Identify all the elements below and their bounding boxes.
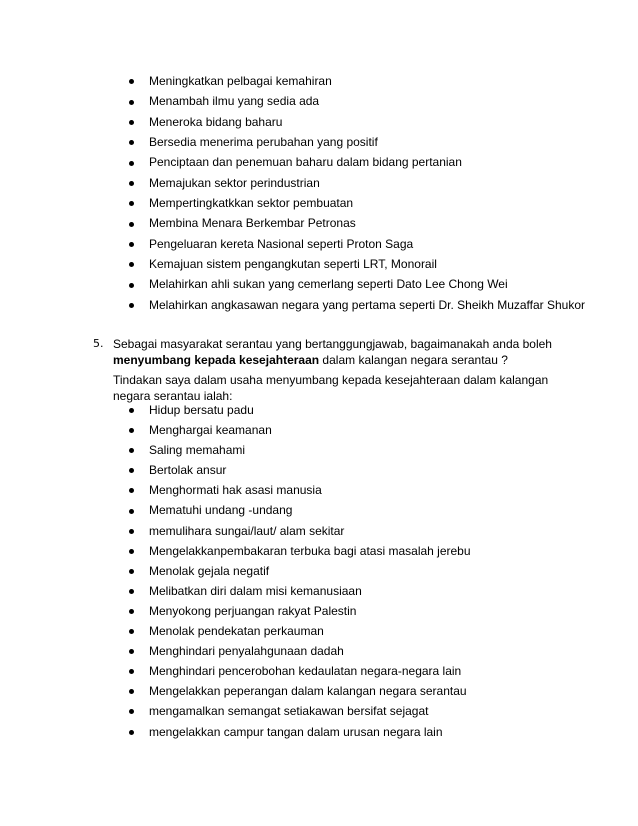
bullet-icon [129, 181, 134, 186]
list-item [0, 254, 638, 274]
answer-list-item [0, 521, 638, 541]
bullet-icon [129, 569, 134, 574]
list-item-text: Meneroka bidang baharu [149, 114, 283, 129]
bullet-icon [129, 100, 134, 105]
bullet-icon [129, 488, 134, 493]
answer-list-item [0, 460, 638, 480]
bullet-icon [129, 709, 134, 714]
list-item-text: Melahirkan ahli sukan yang cemerlang seperti Dato Lee Chong Wei [149, 277, 508, 292]
list-item [0, 173, 638, 193]
list-item [0, 152, 638, 172]
bullet-icon [129, 549, 134, 554]
list-item-text: mengamalkan semangat setiakawan bersifat sejagat [149, 704, 429, 719]
list-item-text: Mengelakkanpembakaran terbuka bagi atasi masalah jerebu [149, 543, 471, 558]
bullet-icon [129, 222, 134, 227]
question-text-bold: menyumbang kepada kesejahteraan [113, 353, 320, 367]
list-item-text: Menghargai keamanan [149, 423, 272, 438]
list-item-text: Mematuhi undang -undang [149, 503, 293, 518]
list-item-text: mengelakkan campur tangan dalam urusan negara lain [149, 724, 443, 739]
list-item [0, 274, 638, 294]
list-item-text: Memajukan sektor perindustrian [149, 175, 320, 190]
bullet-icon [129, 283, 134, 288]
top-bullet-list [0, 71, 638, 315]
bullet-icon [129, 730, 134, 735]
answer-list-item [0, 561, 638, 581]
list-item [0, 193, 638, 213]
bullet-icon [129, 408, 134, 413]
bullet-icon [129, 509, 134, 514]
answer-list-item [0, 480, 638, 500]
answer-bullet-list [0, 400, 638, 742]
bullet-icon [129, 609, 134, 614]
bullet-icon [129, 529, 134, 534]
bullet-icon [129, 140, 134, 145]
list-item [0, 71, 638, 91]
answer-list-item [0, 641, 638, 661]
answer-list-item [0, 541, 638, 561]
question-number: 5. [93, 337, 104, 350]
list-item-text: Saling memahami [149, 443, 246, 458]
list-item-text: Menyokong perjuangan rakyat Palestin [149, 603, 357, 618]
answer-list-item [0, 701, 638, 721]
list-item [0, 295, 638, 315]
list-item-text: Menambah ilmu yang sedia ada [149, 94, 320, 109]
question-text-start: Sebagai masyarakat serantau yang bertanggungjawab, bagaimanakah anda boleh [113, 337, 552, 351]
bullet-icon [129, 448, 134, 453]
list-item-text: Melahirkan angkasawan negara yang pertama seperti Dr. Sheikh Muzaffar Shukor [149, 297, 586, 312]
bullet-icon [129, 79, 134, 84]
list-item-text: Bertolak ansur [149, 463, 227, 478]
bullet-icon [129, 428, 134, 433]
answer-list-item [0, 440, 638, 460]
list-item [0, 91, 638, 111]
bullet-icon [129, 689, 134, 694]
answer-list-item [0, 601, 638, 621]
list-item [0, 132, 638, 152]
bullet-icon [129, 120, 134, 125]
list-item-text: Hidup bersatu padu [149, 403, 254, 417]
list-item-text: Menghindari pencerobohan kedaulatan negara-negara lain [149, 664, 462, 679]
list-item-text: Kemajuan sistem pengangkutan seperti LRT, Monorail [149, 257, 437, 272]
list-item-text: Penciptaan dan penemuan baharu dalam bidang pertanian [149, 155, 462, 170]
bullet-icon [129, 629, 134, 634]
answer-list-item [0, 420, 638, 440]
list-item-text: Menolak pendekatan perkauman [149, 624, 324, 639]
question-text-end: dalam kalangan negara serantau ? [319, 353, 508, 367]
list-item-text: Mengelakkan peperangan dalam kalangan negara serantau [149, 684, 467, 699]
answer-list-item [0, 722, 638, 742]
bullet-icon [129, 242, 134, 247]
list-item-text: Melibatkan diri dalam misi kemanusiaan [149, 583, 362, 598]
list-item-text: Menghormati hak asasi manusia [149, 483, 322, 498]
bullet-icon [129, 468, 134, 473]
bullet-icon [129, 201, 134, 206]
bullet-icon [129, 649, 134, 654]
bullet-icon [129, 303, 134, 308]
list-item [0, 213, 638, 233]
list-item-text: Bersedia menerima perubahan yang positif [149, 135, 378, 150]
answer-intro: Tindakan saya dalam usaha menyumbang kepada kesejahteraan dalam kalangan negara serantau ialah: [113, 373, 549, 403]
list-item [0, 234, 638, 254]
question-text [113, 336, 583, 368]
bullet-icon [129, 589, 134, 594]
answer-list-item [0, 661, 638, 681]
answer-list-item [0, 400, 638, 420]
answer-list-item [0, 621, 638, 641]
bullet-icon [129, 262, 134, 267]
answer-list-item [0, 500, 638, 520]
list-item-text: Membina Menara Berkembar Petronas [149, 216, 356, 231]
bullet-icon [129, 161, 134, 166]
list-item-text: Menolak gejala negatif [149, 563, 270, 578]
list-item-text: Meningkatkan pelbagai kemahiran [149, 74, 332, 88]
answer-list-item [0, 681, 638, 701]
answer-list-item [0, 581, 638, 601]
list-item [0, 112, 638, 132]
list-item-text: Menghindari penyalahgunaan dadah [149, 644, 344, 659]
list-item-text: Pengeluaran kereta Nasional seperti Proton Saga [149, 236, 414, 251]
bullet-icon [129, 669, 134, 674]
list-item-text: memulihara sungai/laut/ alam sekitar [149, 523, 345, 538]
list-item-text: Mempertingkatkkan sektor pembuatan [149, 196, 354, 211]
